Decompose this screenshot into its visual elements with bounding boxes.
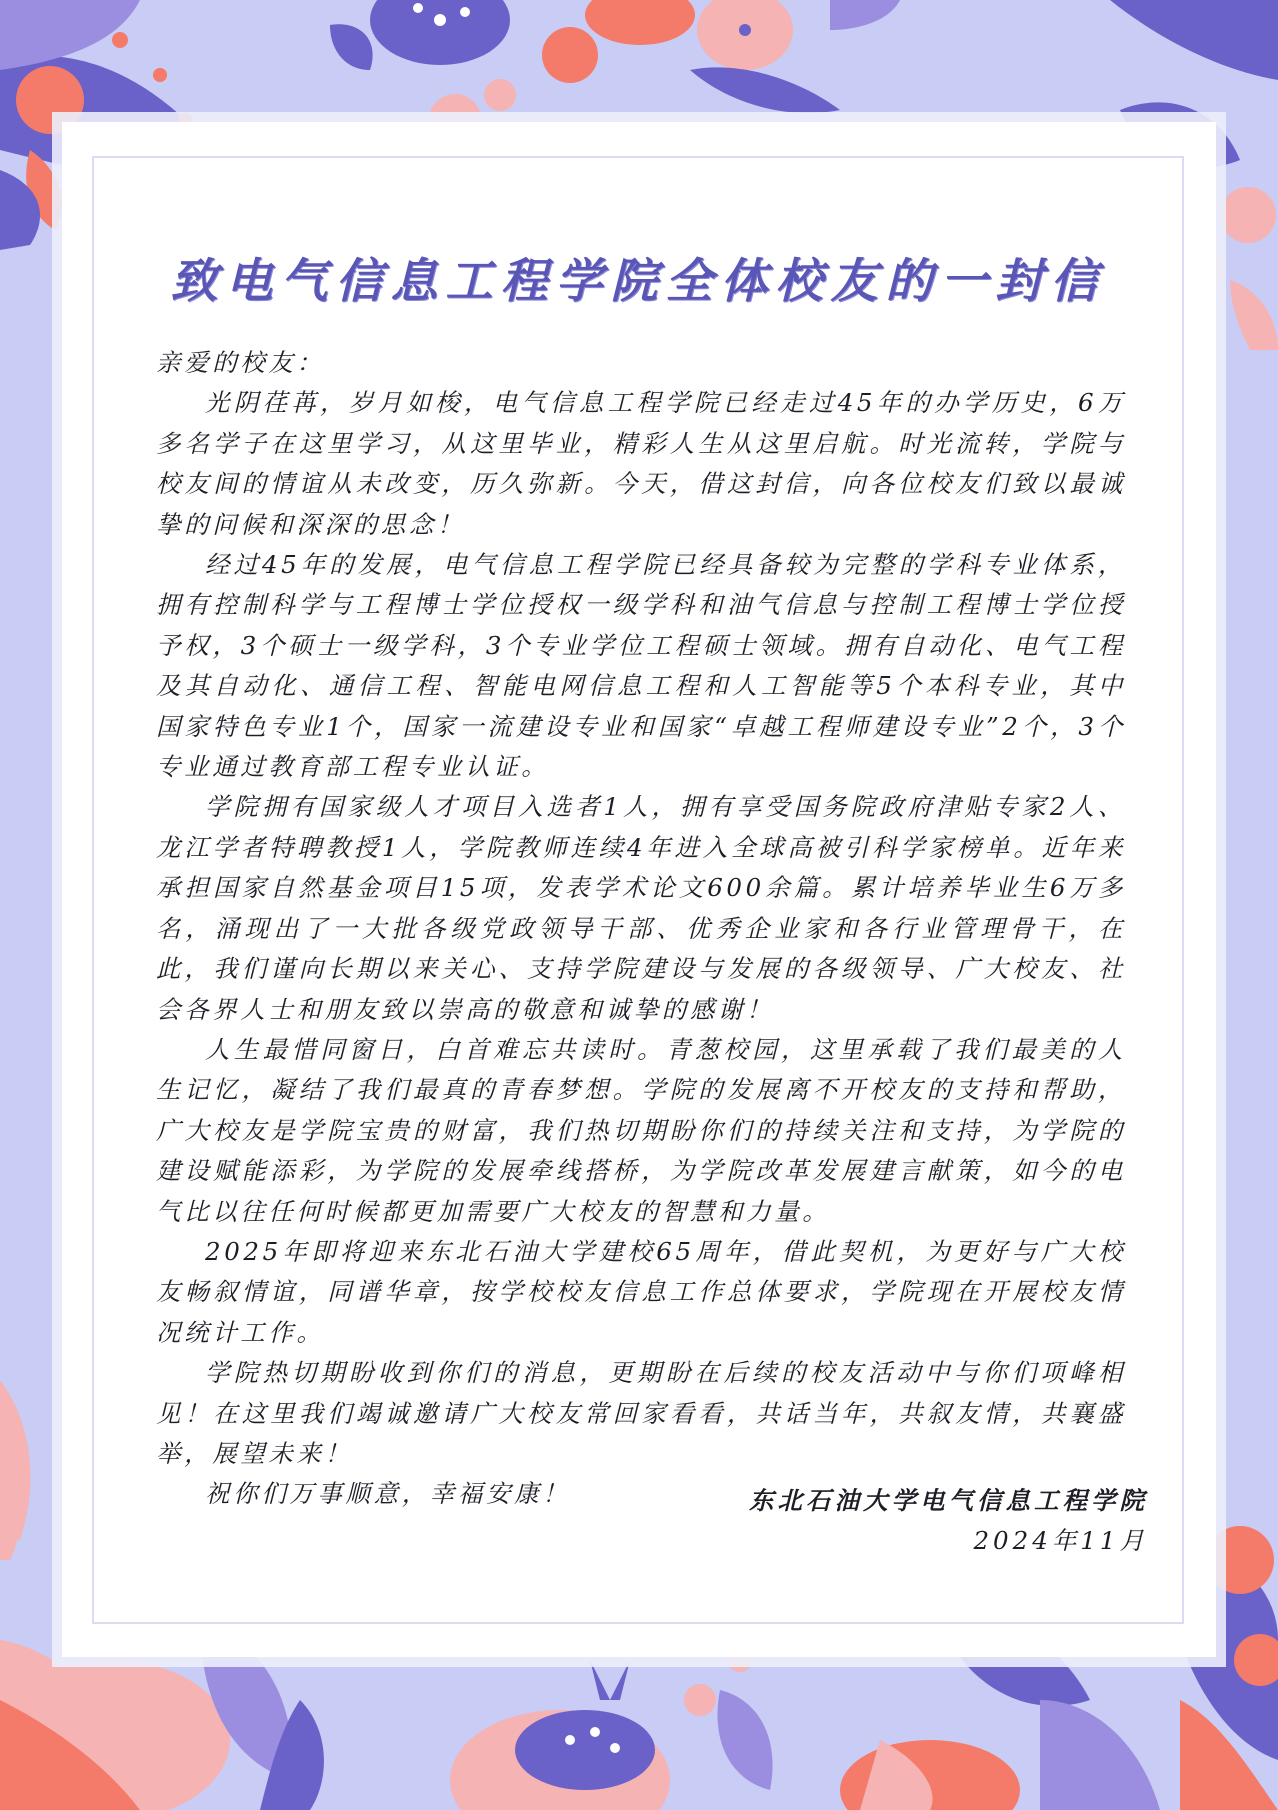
letter-paragraph: 2025年即将迎来东北石油大学建校65周年，借此契机，为更好与广大校友畅叙情谊，同谱华章，按学校校友信息工作总体要求，学院现在开展校友情况统计工作。 bbox=[156, 1236, 1126, 1347]
letter-paragraph: 人生最惜同窗日，白首难忘共读时。青葱校园，这里承载了我们最美的人生记忆，凝结了我们最真的青春梦想。学院的发展离不开校友的支持和帮助，广大校友是学院宝贵的财富，我们热切期盼你们的持续关注和支持，为学院的建设赋能添彩，为学院的发展牵线搭桥，为学院改革发展建言献策，如今的电气比以往任何时候都更加需要广大校友的智慧和力量。 bbox=[156, 1034, 1126, 1226]
letter-paragraph: 光阴荏苒，岁月如梭，电气信息工程学院已经走过45年的办学历史，6万多名学子在这里学习，从这里毕业，精彩人生从这里启航。时光流转，学院与校友间的情谊从未改变，历久弥新。今天，借这封信，向各位校友们致以最诚挚的问候和深深的思念！ bbox=[156, 388, 1126, 539]
letter-paragraph: 学院拥有国家级人才项目入选者1人，拥有享受国务院政府津贴专家2人、龙江学者特聘教授1人，学院教师连续4年进入全球高被引科学家榜单。近年来承担国家自然基金项目15项，发表学术论文600余篇。累计培养毕业生6万多名，涌现出了一大批各级党政领导干部、优秀企业家和各行业管理骨干，在此，我们谨向长期以来关心、支持学院建设与发展的各级领导、广大校友、社会各界人士和朋友致以崇高的敬意和诚挚的感谢！ bbox=[156, 792, 1126, 1024]
flower-cluster-bottom-center-icon bbox=[450, 1648, 773, 1810]
letter-paragraph: 经过45年的发展，电气信息工程学院已经具备较为完整的学科专业体系，拥有控制科学与工程博士学位授权一级学科和油气信息与控制工程博士学位授予权，3个硕士一级学科，3个专业学位工程硕士领域。拥有自动化、电气工程及其自动化、通信工程、智能电网信息工程和人工智能等5个本科专业，其中国家特色专业1个，国家一流建设专业和国家“卓越工程师建设专业”2个，3个专业通过教育部工程专业认证。 bbox=[156, 550, 1126, 782]
letter-closing: 祝你们万事顺意，幸福安康！ bbox=[205, 1479, 571, 1509]
letter-greeting: 亲爱的校友： bbox=[156, 348, 325, 377]
letter-title: 致电气信息工程学院全体校友的一封信 bbox=[170, 254, 1106, 309]
letter-signature bbox=[749, 1481, 1148, 1561]
letter-body bbox=[156, 343, 1126, 1515]
letter-paragraph: 学院热切期盼收到你们的消息，更期盼在后续的校友活动中与你们项峰相见！在这里我们竭诚邀请广大校友常回家看看，共话当年，共叙友情，共襄盛举，展望未来！ bbox=[156, 1358, 1126, 1468]
signature-organization: 东北石油大学电气信息工程学院 bbox=[749, 1486, 1148, 1515]
signature-date: 2024年11月 bbox=[973, 1526, 1148, 1555]
